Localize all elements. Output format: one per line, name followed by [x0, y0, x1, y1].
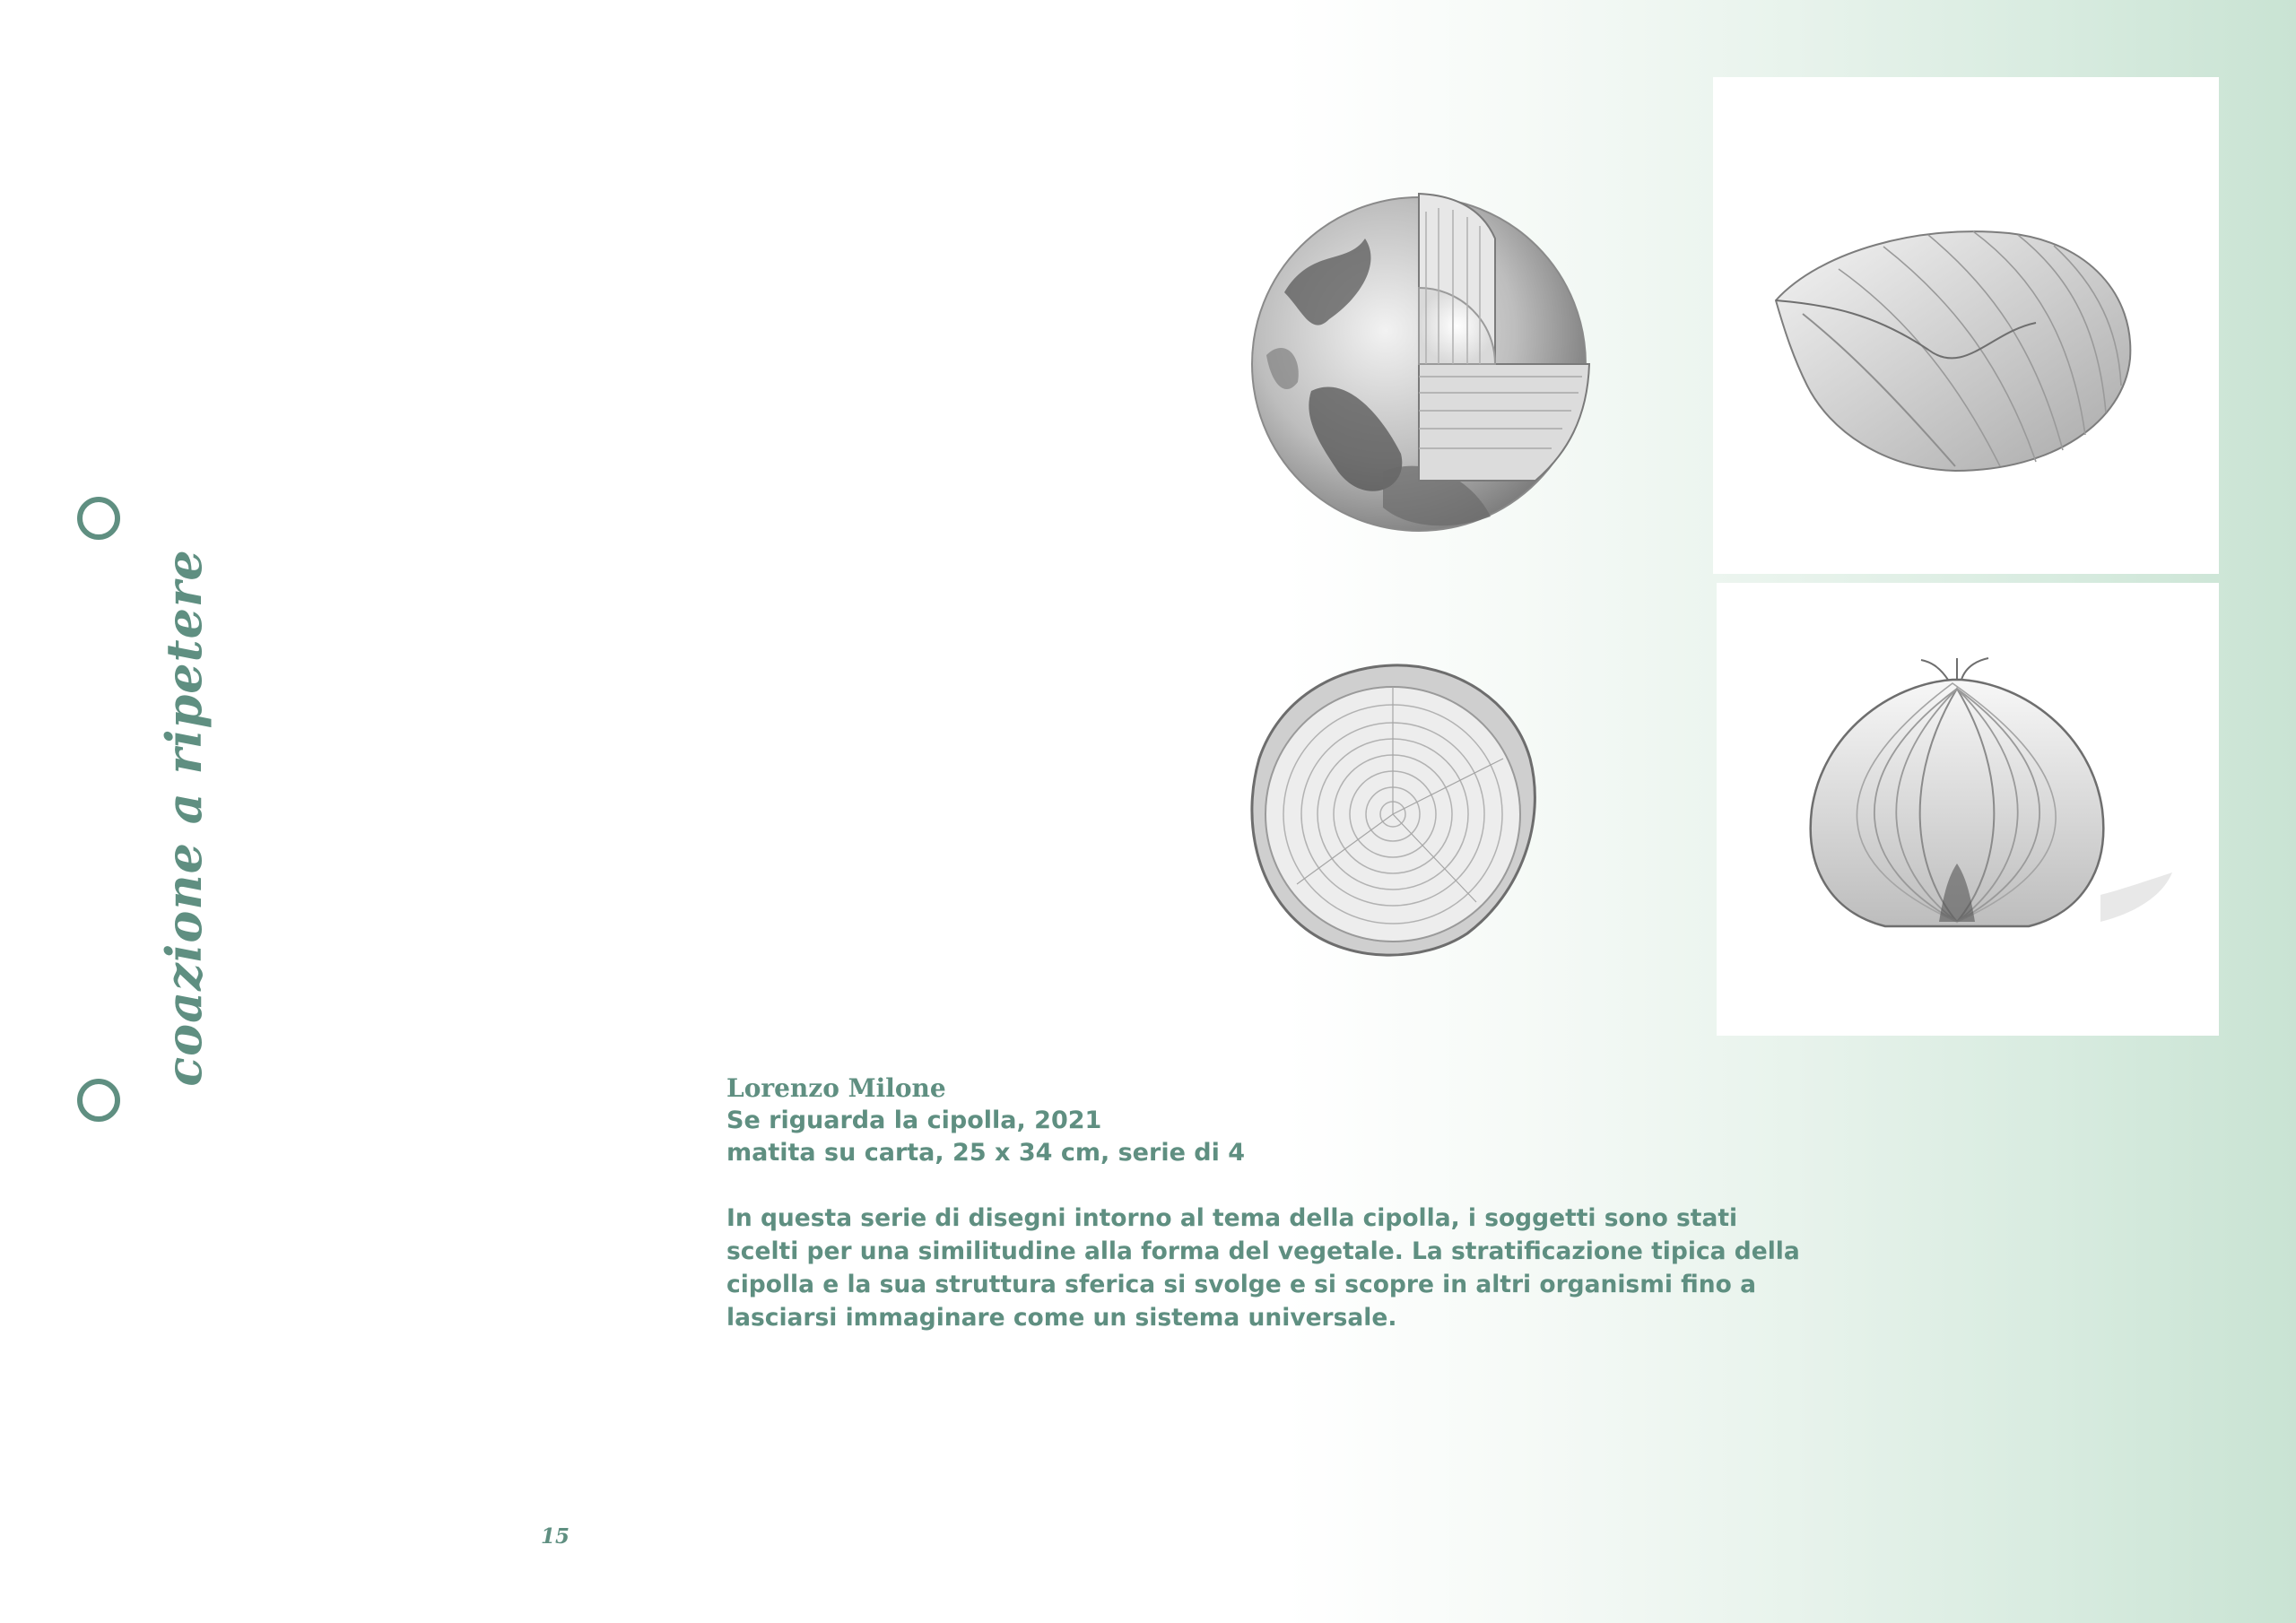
page-number: 15 [541, 1524, 570, 1549]
artwork-caption [726, 1072, 1812, 1334]
artwork-title: Se riguarda la cipolla, 2021 [726, 1107, 1102, 1134]
earth-cutaway-drawing [1248, 185, 1598, 545]
ring-decoration-bottom [77, 1079, 120, 1122]
artwork-medium: matita su carta, 25 x 34 cm, serie di 4 [726, 1139, 1246, 1167]
shell-drawing [1767, 215, 2144, 484]
section-title: coazione a ripetere [155, 549, 213, 1087]
artwork-description: In questa serie di disegni intorno al tema della cipolla, i soggetti sono stati scelti per una similitudine alla forma del vegetale. La stratificazione tipica della cipolla e la sua struttura sferica si svolge e si scopre in altri organismi fino a lasciarsi immaginare come un sistema universale. [726, 1204, 1800, 1332]
onion-drawing [1805, 653, 2181, 949]
artist-name: Lorenzo Milone [726, 1073, 946, 1103]
tree-rings-drawing [1243, 660, 1543, 965]
ring-decoration-top [77, 497, 120, 540]
